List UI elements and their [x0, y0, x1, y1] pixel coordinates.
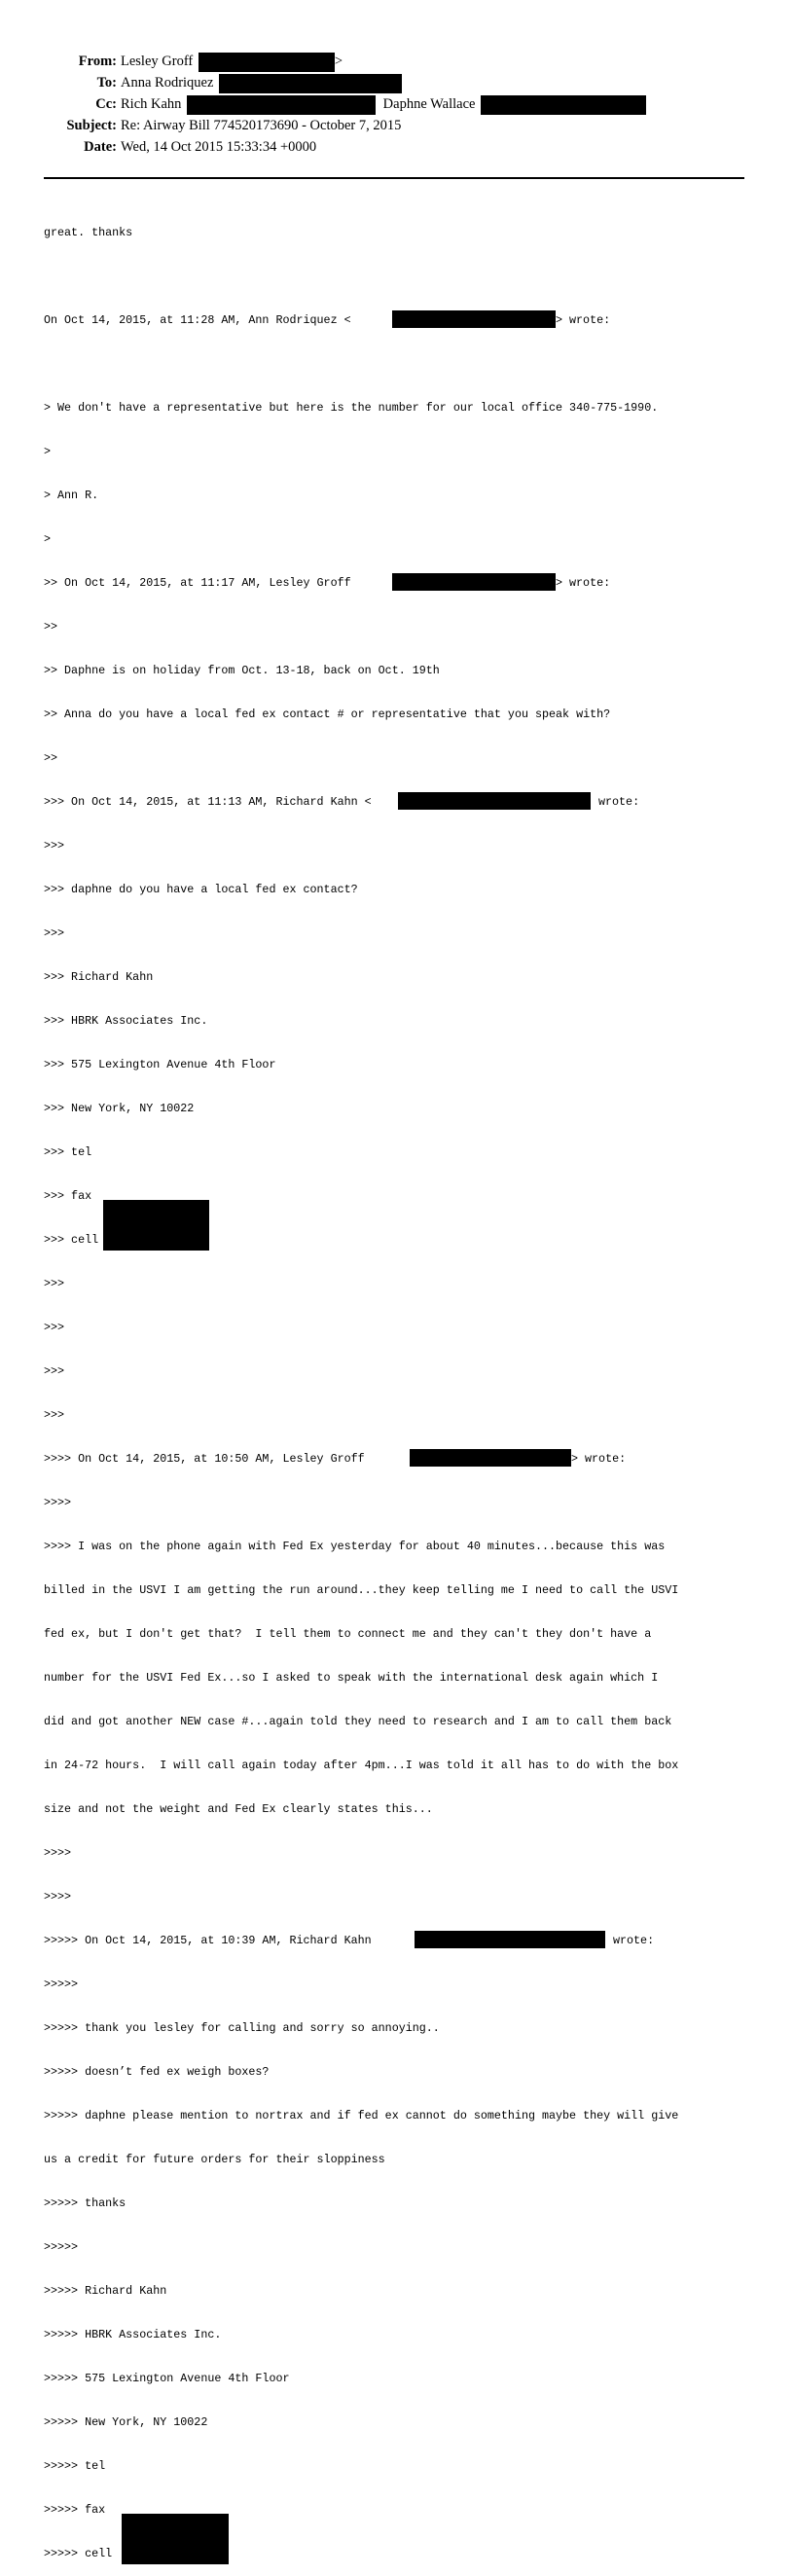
email-body — [44, 197, 754, 2576]
body-line: >>>>> thanks — [44, 2196, 126, 2210]
quote-header-line: >>> On Oct 14, 2015, at 11:13 AM, Richard Kahn < wrote: — [44, 795, 754, 810]
to-value: Anna Rodriquez — [121, 75, 214, 91]
body-line: >>>> — [44, 1496, 72, 1509]
body-line: >> — [44, 620, 58, 634]
body-line: billed in the USVI I am getting the run around...they keep telling me I need to call the USVI — [44, 1583, 679, 1597]
to-label: To: — [96, 75, 117, 91]
redaction-block — [415, 1931, 605, 1948]
body-line: >>> HBRK Associates Inc. — [44, 1014, 208, 1028]
redaction-block — [198, 53, 335, 72]
body-line: in 24-72 hours. I will call again today after 4pm...I was told it all has to do with the box — [44, 1759, 679, 1772]
body-line: >>> — [44, 1364, 65, 1378]
body-line: >>> fax — [44, 1189, 92, 1203]
to-row — [0, 73, 794, 92]
subject-row — [0, 116, 794, 135]
body-line: >>>>> HBRK Associates Inc. — [44, 2328, 222, 2341]
body-line: >>> cell — [44, 1233, 754, 1248]
quote-header-line: >> On Oct 14, 2015, at 11:17 AM, Lesley Groff > wrote: — [44, 576, 754, 591]
body-line: >> — [44, 751, 58, 765]
body-line: >>>>> — [44, 1977, 79, 1991]
redaction-block — [398, 792, 591, 810]
redaction-block — [187, 95, 376, 115]
redaction-block — [392, 310, 556, 328]
body-line: >>>>> Richard Kahn — [44, 2284, 167, 2298]
body-line: >>>> — [44, 1890, 72, 1904]
body-line: us a credit for future orders for their sloppiness — [44, 2153, 385, 2166]
header-divider — [44, 177, 744, 179]
body-line: >>>>> New York, NY 10022 — [44, 2415, 208, 2429]
body-line: >> Anna do you have a local fed ex contact # or representative that you speak with? — [44, 707, 611, 721]
redaction-block — [410, 1449, 571, 1467]
cc-label: Cc: — [95, 96, 117, 112]
body-line: >>> daphne do you have a local fed ex contact? — [44, 883, 358, 896]
body-line: >>> New York, NY 10022 — [44, 1102, 195, 1115]
body-line: fed ex, but I don't get that? I tell them to connect me and they can't they don't have a — [44, 1627, 652, 1641]
quote-header-line: >>>>> On Oct 14, 2015, at 10:39 AM, Richard Kahn wrote: — [44, 1934, 754, 1948]
redaction-block — [219, 74, 402, 93]
body-line: >>>>> thank you lesley for calling and sorry so annoying.. — [44, 2021, 440, 2035]
cc-value-1: Rich Kahn — [121, 96, 182, 112]
body-line: great. thanks — [44, 226, 133, 239]
body-line: >>>>> 575 Lexington Avenue 4th Floor — [44, 2372, 290, 2385]
body-line: > — [44, 445, 52, 458]
from-label: From: — [78, 54, 117, 69]
date-value: Wed, 14 Oct 2015 15:33:34 +0000 — [121, 139, 317, 155]
body-line: size and not the weight and Fed Ex clearly states this... — [44, 1802, 433, 1816]
from-value: Lesley Groff — [121, 54, 194, 69]
redaction-block — [103, 1200, 209, 1251]
body-line: number for the USVI Fed Ex...so I asked to speak with the international desk again which I — [44, 1671, 659, 1685]
cc-value-2: Daphne Wallace — [382, 96, 476, 112]
body-line: >>> tel — [44, 1145, 92, 1159]
body-line: >>> — [44, 1408, 65, 1422]
body-line: >>>> I was on the phone again with Fed Ex yesterday for about 40 minutes...because this was — [44, 1540, 666, 1553]
body-line: > Ann R. — [44, 489, 99, 502]
body-line: >>>>> cell — [44, 2547, 754, 2561]
cc-row — [0, 94, 794, 114]
body-line: >>>>> doesn’t fed ex weigh boxes? — [44, 2065, 270, 2079]
redaction-block — [481, 95, 646, 115]
subject-value: Re: Airway Bill 774520173690 - October 7, 2015 — [121, 118, 402, 133]
body-line: did and got another NEW case #...again told they need to research and I am to call them back — [44, 1715, 672, 1728]
body-line: > — [44, 532, 52, 546]
redaction-block — [122, 2514, 229, 2564]
date-row — [0, 137, 794, 157]
body-line: >>>>> daphne please mention to nortrax and if fed ex cannot do something maybe they will give — [44, 2109, 679, 2122]
redaction-block — [392, 573, 556, 591]
body-line: >>> — [44, 926, 65, 940]
subject-label: Subject: — [66, 118, 117, 133]
body-line: >>>>> — [44, 2240, 79, 2254]
body-line: > We don't have a representative but here is the number for our local office 340-775-1990. — [44, 401, 659, 415]
date-label: Date: — [84, 139, 117, 155]
quote-header-line: On Oct 14, 2015, at 11:28 AM, Ann Rodriquez < > wrote: — [44, 313, 754, 328]
body-line: >>>> — [44, 1846, 72, 1860]
body-line: >>>>> tel — [44, 2459, 106, 2473]
body-line: >> Daphne is on holiday from Oct. 13-18, back on Oct. 19th — [44, 664, 440, 677]
body-line: >>> Richard Kahn — [44, 970, 154, 984]
body-line: >>>>> fax — [44, 2503, 106, 2517]
body-line: >>> 575 Lexington Avenue 4th Floor — [44, 1058, 276, 1071]
body-line: >>> — [44, 1277, 65, 1290]
from-row — [0, 52, 794, 71]
body-line: >>> — [44, 839, 65, 853]
body-line: >>> — [44, 1321, 65, 1334]
from-tail: > — [334, 54, 343, 69]
quote-header-line: >>>> On Oct 14, 2015, at 10:50 AM, Lesley Groff > wrote: — [44, 1452, 754, 1467]
